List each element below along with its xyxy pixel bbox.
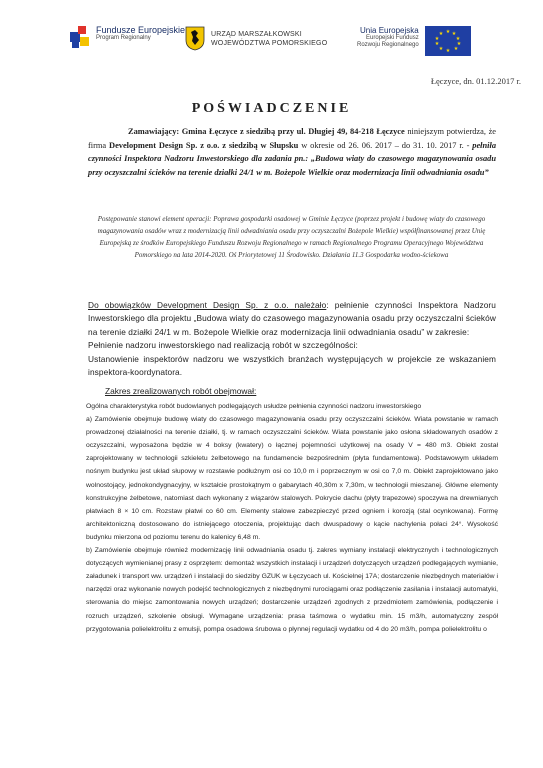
fe-star-icon [70,26,92,50]
um-line-2: WOJEWÓDZTWA POMORSKIEGO [211,39,328,47]
fe-subtitle: Program Regionalny [96,35,151,41]
scope-heading: Zakres zrealizowanych robót obejmował: [105,386,257,396]
um-line-1: URZĄD MARSZAŁKOWSKI [211,30,302,38]
duties-line-2: Pełnienie nadzoru inwestorskiego nad realizacją robót w szczególności: [88,340,358,351]
ordering-party: Zamawiający: Gmina Łęczyce z siedzibą przy ul. Długiej 49, 84-218 Łęczyce [128,127,405,136]
duties-paragraph: Do obowiązków Development Design Sp. z o.o. należało: pełnienie czynności Inspektora Nadzoru Inwestorskiego dla projektu „Budowa wiaty do czasowego magazynowania osadu przy oczyszczalni ścieków na terenie działki 24/1 w m. Bożepole Wielkie oraz modernizacja linii odwadniania osadu” w zakresie: Pełnienie nadzoru inwestorskiego nad realizacją robót w szczególności: Ustanowienie inspektorów nadzoru we wszystkich branżach występujących w projekcie ze wskazaniem inspektora-koordynatora. [88,300,496,378]
urzad-marszalkowski-logo [185,26,327,51]
document-title: POŚWIADCZENIE [191,101,352,116]
contractor-name: Development Design Sp. z o.o. z siedzibą w Słupsku [109,140,299,150]
scope-body [86,400,498,636]
scope-intro: Ogólna charakterystyka robót budowlanych podlegających usłudze pełnienia czynności nadzoru inwestorskiego [86,403,422,410]
co-financing-note: Postępowanie stanowi element operacji: Poprawa gospodarki osadowej w Gminie Łęczyce (poprzez projekt i budowę wiaty do czasowego magazynowania osadów wraz z modernizacją linii odwadniania osadu przy oczyszczalni Bożepole Wielkie) współfinansowanej przez Unię Europejską ze środków Europejskiego Funduszu Rozwoju Regionalnego w ramach Regionalnego Programu Operacyjnego Województwa Pomorskiego na lata 2014-2020. Oś Priorytetowej 11 Środowisko. Działania 11.3 Gospodarka wodno-ściekowa [97,215,486,259]
duties-heading: Do obowiązków Development Design Sp. z o.o. należało [88,300,327,310]
fe-title: Fundusze Europejskie [96,25,186,35]
ue-subtitle-2: Rozwoju Regionalnego [357,42,419,48]
scope-item-a: a) Zamówienie obejmuje budowę wiaty do czasowego magazynowania osadu przy oczyszczalni ścieków. Wiata powstanie w ramach prowadzonej działalności na terenie działki, tj. w ramach oczyszczalni ścieków. Wiata powstanie jako osłona składowanych osadów z oczyszczalni, wyposażona będzie w 4 boksy (kwatery) o łącznej pojemności użytkowej na osady V = 480 m3. Obiekt został zaprojektowany w technologii szkieletu żelbetowego na fundamencie bezpośrednim (płyta fundamentowa). Podstawowym układem nośnym budynku jest układ słupowy w rozstawie podłużnym osi co 10,0 m i poprzecznym w osi co 7,0 m. Obiekt zaprojektowano jako wolnostojący, jednokondygnacyjny, w kształcie prostokątnym o gabarytach 40,30m x 7,30m, w technologii mieszanej. Główne elementy konstrukcyjne żelbetowe, natomiast dach wykonany z wiązarów stalowych. Pokrycie dachu (płyty trapezowe) spoczywa na drewnianych płatwiach 8 × 10 cm. Rozstaw płatwi co 60 cm. Elementy stalowe zabezpieczyć przed ogniem i korozją (stal ocynkowana). Formę architektoniczną dostosowano do istniejącego otoczenia, projektując dach dwuspadowy o kącie nachylenia połaci 24°. Wysokość budynku mierzona od poziomu terenu do kalenicy 6,48 m. [86,416,498,541]
confirmation-paragraph: Zamawiający: Gmina Łęczyce z siedzibą przy ul. Długiej 49, 84-218 Łęczyce niniejszym potwierdza, że firma Development Design Sp. z o.o. z siedzibą w Słupsku w okresie od 26. 06. 2017 – do 31. 10. 2017 r. - pełniła czynności Inspektora Nadzoru Inwestorskiego dla zadania pn.: „Budowa wiaty do czasowego magazynowania osadu przy oczyszczalni ścieków na terenie działki 24/1 w m. Bożepole Wielkie oraz modernizacja linii odwadniania osadu” [88,127,497,177]
scope-item-b: b) Zamówienie obejmuje również modernizację linii odwadniania osadu tj. zakres wymiany instalacji elektrycznych i technologicznych dotyczących wymienianej prasy z osprzętem: demontaż wszystkich instalacji i urządzeń dotyczących urządzeń podlegających wymianie, załadunek i transport ww. urządzeń i instalacji do siedziby GZUK w Łęczycach ul. Kościelnej 17A; dostarczenie niezbędnych materiałów i narzędzi oraz wykonanie nowych podejść technologicznych z niezbędnymi rurociągami oraz podłączenie zasilania i instalacji automatyki, sterowania do miejsc zamontowania nowych urządzeń; dostarczenie urządzeń zgodnych z przedmiotem zamówienia, podłączenie i rozruch urządzeń, szkolenie obsługi. Wymagane urządzenia: prasa taśmowa o wydatku min. 15 m3/h, automatyczny zespół przygotowania polielektrolitu z emulsji, pompa osadowa śrubowa o płynnej regulacji wydatku od 4 do 20 m3/h, pompa polielektrolitu o [86,547,498,633]
task-description: pełniła czynności Inspektora Nadzoru Inwestorskiego dla zadania pn.: „Budowa wiaty do czasowego magazynowania osadu przy oczyszczalni ścieków na terenie działki 24/1 w m. Bożepole Wielkie oraz modernizacja linii odwadniania osadu” [88,140,497,177]
griffin-crest-icon [185,26,205,51]
eu-flag-icon: ★ ★ ★ ★ ★ ★ ★ ★ ★ ★ [425,26,471,56]
document-date: Łęczyce, dn. 01.12.2017 r. [430,76,521,86]
fundusze-europejskie-logo [70,26,185,50]
unia-europejska-logo [357,26,471,56]
ue-subtitle-1: Europejski Fundusz [366,35,419,41]
duties-line-3: Ustanowienie inspektorów nadzoru we wszystkich branżach występujących w projekcie ze wskazaniem inspektora-koordynatora. [88,353,496,378]
ue-title: Unia Europejska [360,26,419,35]
